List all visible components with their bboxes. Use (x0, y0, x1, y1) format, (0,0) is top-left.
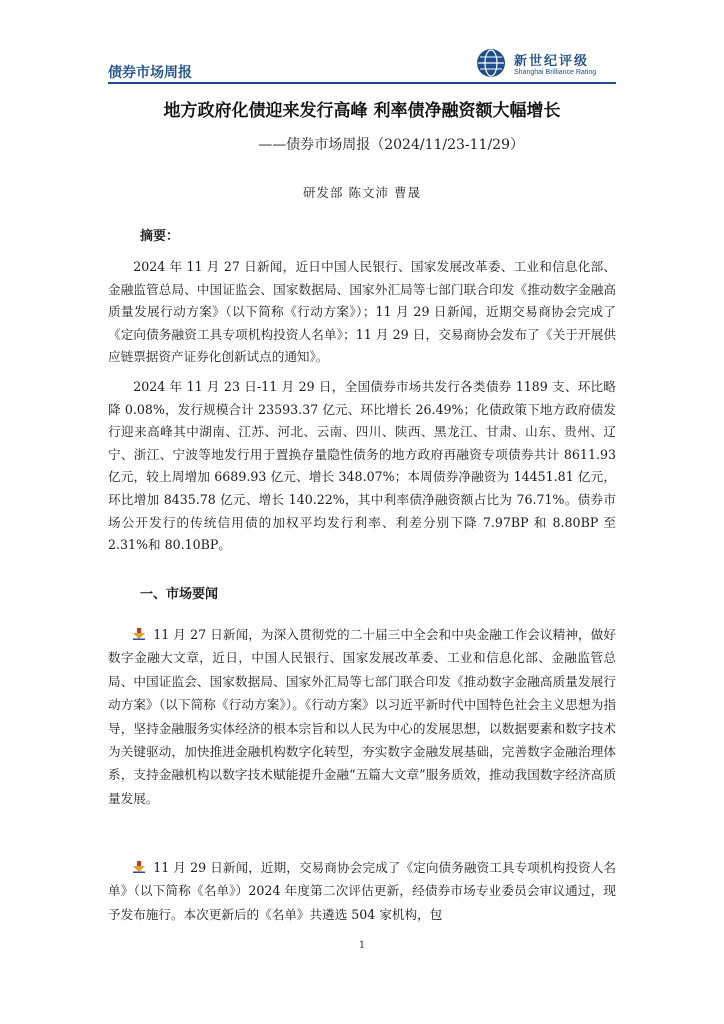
document-subtitle: ——债券市场周报（2024/11/23-11/29） (258, 137, 524, 153)
header-divider (108, 82, 616, 84)
abstract-paragraph: 2024 年 11 月 27 日新闻，近日中国人民银行、国家发展改革委、工业和信息化部、金融监管总局、中国证监会、国家数据局、国家外汇局等七部门联合印发《推动数字金融高质量发展行动方案》（以下简称《行动方案》）；11 月 29 日新闻，近期交易商协会完成了《定向债务融资工具专项机构投资人名单》；11 月 29 日，交易商协会发布了《关于开展供应链票据资产证券化创新试点的通知》。 (108, 259, 616, 365)
news-text: 11 月 29 日新闻，近期，交易商协会完成了《定向债务融资工具专项机构投资人名单》（以下简称《名单》）2024 年度第二次评估更新，经债券市场专业委员会审议通过，现予发布施行。本次更新后的《名单》共遴选 504 家机构，包 (108, 860, 616, 922)
authors: 研发部 陈文沛 曹晟 (303, 185, 421, 200)
abstract-paragraph: 2024 年 11 月 23 日-11 月 29 日，全国债券市场共发行各类债券 1189 支、环比略降 0.08%，发行规模合计 23593.37 亿元、环比增长 26.49%；化债政策下地方政府债发行迎来高峰其中湖南、江苏、河北、云南、四川、陕西、黑龙江、甘肃、山东、贵州、辽宁、浙江、宁波等地发行用于置换存量隐性债务的地方政府再融资专项债券共计 8611.93 亿元，较上周增加 6689.93 亿元、增长 348.07%；本周债券净融资为 14451.81 亿元，环比增加 8435.78 亿元、增长 140.22%，其中利率债净融资额占比为 76.71%。债券市场公开发行的传统信用债的加权平均发行利率、利差分别下降 7.97BP 和 8.80BP 至 2.31%和 80.10BP。 (108, 379, 616, 553)
company-logo (476, 44, 616, 84)
globe-logo-icon (476, 48, 506, 78)
header-title: 债券市场周报 (108, 65, 192, 81)
section-title: 一、市场要闻 (140, 587, 219, 602)
page-number: 1 (358, 940, 366, 951)
logo-chinese-name: 新世纪评级 (514, 54, 590, 69)
arrow-bullet-icon (133, 861, 145, 873)
page-header (108, 44, 616, 86)
logo-english-name: Shanghai Brilliance Rating (514, 69, 597, 76)
document-title: 地方政府化债迎来发行高峰 利率债净融资额大幅增长 (163, 101, 561, 121)
news-item (108, 856, 616, 926)
abstract-label: 摘要： (140, 229, 180, 244)
arrow-bullet-icon (133, 628, 145, 640)
news-text: 11 月 27 日新闻，为深入贯彻党的二十届三中全会和中央金融工作会议精神，做好数字金融大文章，近日，中国人民银行、国家发展改革委、工业和信息化部、金融监管总局、中国证监会、国家数据局、国家外汇局等七部门联合印发《推动数字金融高质量发展行动方案》（以下简称《行动方案》）。《行动方案》以习近平新时代中国特色社会主义思想为指导，坚持金融服务实体经济的根本宗旨和以人民为中心的发展思想，以数据要素和数字技术为关键驱动，加快推进金融机构数字化转型，夯实数字金融发展基础，完善数字金融治理体系，支持金融机构以数字技术赋能提升金融“五篇大文章”服务质效，推动我国数字经济高质量发展。 (108, 627, 616, 806)
news-item (108, 623, 616, 810)
